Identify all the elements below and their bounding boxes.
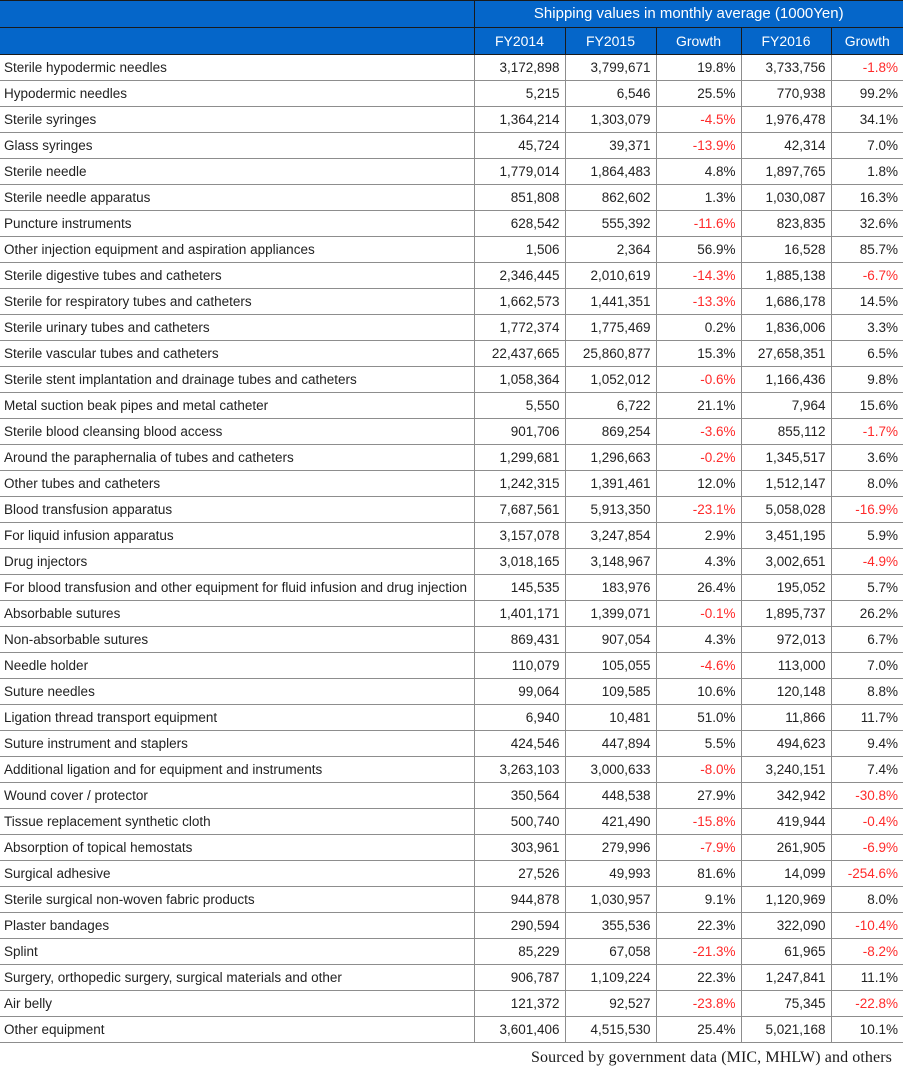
- cell-growth-2: 5.9%: [831, 523, 903, 549]
- cell-growth-2: -1.7%: [831, 419, 903, 445]
- cell-category-label: Suture instrument and staplers: [0, 731, 474, 757]
- cell-growth-1: 19.8%: [656, 55, 741, 81]
- cell-fy2016: 113,000: [741, 653, 831, 679]
- cell-fy2014: 145,535: [474, 575, 565, 601]
- table-row[interactable]: [0, 731, 903, 757]
- table-row[interactable]: [0, 367, 903, 393]
- cell-fy2014: 2,346,445: [474, 263, 565, 289]
- cell-category-label: Blood transfusion apparatus: [0, 497, 474, 523]
- cell-fy2016: 972,013: [741, 627, 831, 653]
- table-row[interactable]: [0, 211, 903, 237]
- cell-fy2015: 39,371: [565, 133, 656, 159]
- cell-growth-1: -0.2%: [656, 445, 741, 471]
- cell-growth-1: -11.6%: [656, 211, 741, 237]
- table-header: [0, 1, 903, 55]
- cell-growth-1: 5.5%: [656, 731, 741, 757]
- cell-fy2016: 1,836,006: [741, 315, 831, 341]
- cell-fy2016: 1,686,178: [741, 289, 831, 315]
- cell-growth-1: -0.6%: [656, 367, 741, 393]
- cell-category-label: Sterile stent implantation and drainage tubes and catheters: [0, 367, 474, 393]
- header-col-growth-1[interactable]: Growth: [656, 28, 741, 55]
- cell-category-label: Puncture instruments: [0, 211, 474, 237]
- cell-growth-2: 16.3%: [831, 185, 903, 211]
- cell-fy2016: 75,345: [741, 991, 831, 1017]
- cell-fy2014: 1,364,214: [474, 107, 565, 133]
- cell-category-label: Sterile urinary tubes and catheters: [0, 315, 474, 341]
- cell-growth-2: 3.3%: [831, 315, 903, 341]
- cell-fy2015: 1,775,469: [565, 315, 656, 341]
- cell-category-label: Metal suction beak pipes and metal catheter: [0, 393, 474, 419]
- cell-growth-1: -4.6%: [656, 653, 741, 679]
- cell-fy2014: 27,526: [474, 861, 565, 887]
- cell-fy2015: 6,722: [565, 393, 656, 419]
- cell-fy2016: 3,002,651: [741, 549, 831, 575]
- table-row[interactable]: [0, 809, 903, 835]
- cell-growth-2: 5.7%: [831, 575, 903, 601]
- cell-fy2015: 355,536: [565, 913, 656, 939]
- cell-growth-1: -3.6%: [656, 419, 741, 445]
- cell-fy2016: 42,314: [741, 133, 831, 159]
- header-group-title: Shipping values in monthly average (1000Yen): [474, 1, 903, 28]
- cell-fy2015: 3,247,854: [565, 523, 656, 549]
- cell-category-label: Sterile vascular tubes and catheters: [0, 341, 474, 367]
- table-row[interactable]: [0, 783, 903, 809]
- cell-fy2014: 303,961: [474, 835, 565, 861]
- cell-growth-1: -13.9%: [656, 133, 741, 159]
- cell-fy2014: 1,058,364: [474, 367, 565, 393]
- cell-category-label: Suture needles: [0, 679, 474, 705]
- table-row[interactable]: [0, 133, 903, 159]
- cell-fy2015: 1,303,079: [565, 107, 656, 133]
- cell-growth-1: 1.3%: [656, 185, 741, 211]
- table-row[interactable]: [0, 913, 903, 939]
- cell-growth-2: 9.4%: [831, 731, 903, 757]
- cell-fy2015: 1,052,012: [565, 367, 656, 393]
- cell-fy2016: 770,938: [741, 81, 831, 107]
- table-row[interactable]: [0, 237, 903, 263]
- cell-fy2014: 3,172,898: [474, 55, 565, 81]
- header-column-row: [0, 28, 903, 55]
- cell-category-label: Hypodermic needles: [0, 81, 474, 107]
- cell-fy2014: 3,601,406: [474, 1017, 565, 1043]
- cell-category-label: Air belly: [0, 991, 474, 1017]
- cell-growth-2: 7.0%: [831, 133, 903, 159]
- cell-fy2015: 279,996: [565, 835, 656, 861]
- cell-fy2014: 906,787: [474, 965, 565, 991]
- cell-fy2016: 27,658,351: [741, 341, 831, 367]
- cell-growth-2: 10.1%: [831, 1017, 903, 1043]
- cell-fy2015: 1,030,957: [565, 887, 656, 913]
- header-col-fy2015[interactable]: FY2015: [565, 28, 656, 55]
- cell-fy2015: 6,546: [565, 81, 656, 107]
- cell-fy2016: 14,099: [741, 861, 831, 887]
- cell-category-label: Sterile blood cleansing blood access: [0, 419, 474, 445]
- cell-fy2015: 109,585: [565, 679, 656, 705]
- table-row[interactable]: [0, 159, 903, 185]
- cell-fy2014: 1,662,573: [474, 289, 565, 315]
- cell-category-label: Absorbable sutures: [0, 601, 474, 627]
- cell-fy2014: 45,724: [474, 133, 565, 159]
- cell-fy2015: 421,490: [565, 809, 656, 835]
- cell-category-label: Tissue replacement synthetic cloth: [0, 809, 474, 835]
- cell-fy2016: 7,964: [741, 393, 831, 419]
- cell-fy2016: 5,058,028: [741, 497, 831, 523]
- header-corner-blank: [0, 1, 474, 28]
- cell-fy2015: 1,296,663: [565, 445, 656, 471]
- cell-category-label: Sterile for respiratory tubes and catheters: [0, 289, 474, 315]
- cell-fy2015: 3,799,671: [565, 55, 656, 81]
- cell-growth-2: 34.1%: [831, 107, 903, 133]
- cell-fy2016: 11,866: [741, 705, 831, 731]
- cell-category-label: Surgery, orthopedic surgery, surgical materials and other: [0, 965, 474, 991]
- table-row[interactable]: [0, 627, 903, 653]
- cell-fy2016: 322,090: [741, 913, 831, 939]
- cell-fy2014: 1,506: [474, 237, 565, 263]
- cell-category-label: Sterile hypodermic needles: [0, 55, 474, 81]
- cell-fy2016: 494,623: [741, 731, 831, 757]
- table-row[interactable]: [0, 81, 903, 107]
- cell-growth-2: 1.8%: [831, 159, 903, 185]
- cell-fy2014: 3,263,103: [474, 757, 565, 783]
- cell-fy2016: 261,905: [741, 835, 831, 861]
- cell-growth-1: 4.8%: [656, 159, 741, 185]
- cell-growth-1: 15.3%: [656, 341, 741, 367]
- table-row[interactable]: [0, 1017, 903, 1043]
- cell-category-label: For liquid infusion apparatus: [0, 523, 474, 549]
- cell-growth-1: 25.5%: [656, 81, 741, 107]
- cell-growth-2: 7.0%: [831, 653, 903, 679]
- cell-category-label: Wound cover / protector: [0, 783, 474, 809]
- cell-fy2014: 3,157,078: [474, 523, 565, 549]
- table-row[interactable]: [0, 965, 903, 991]
- cell-growth-2: 85.7%: [831, 237, 903, 263]
- header-group-row: [0, 1, 903, 28]
- cell-fy2014: 7,687,561: [474, 497, 565, 523]
- table-row[interactable]: [0, 549, 903, 575]
- cell-fy2015: 555,392: [565, 211, 656, 237]
- cell-fy2014: 350,564: [474, 783, 565, 809]
- cell-fy2014: 5,215: [474, 81, 565, 107]
- cell-fy2016: 1,512,147: [741, 471, 831, 497]
- cell-category-label: Absorption of topical hemostats: [0, 835, 474, 861]
- cell-growth-1: 81.6%: [656, 861, 741, 887]
- header-col-fy2014[interactable]: FY2014: [474, 28, 565, 55]
- cell-fy2015: 862,602: [565, 185, 656, 211]
- cell-growth-1: -21.3%: [656, 939, 741, 965]
- table-row[interactable]: [0, 263, 903, 289]
- cell-fy2016: 3,733,756: [741, 55, 831, 81]
- cell-growth-1: 51.0%: [656, 705, 741, 731]
- cell-fy2015: 869,254: [565, 419, 656, 445]
- cell-growth-2: -30.8%: [831, 783, 903, 809]
- cell-fy2015: 25,860,877: [565, 341, 656, 367]
- cell-growth-1: 27.9%: [656, 783, 741, 809]
- table-row[interactable]: [0, 107, 903, 133]
- cell-category-label: Glass syringes: [0, 133, 474, 159]
- table-row[interactable]: [0, 991, 903, 1017]
- cell-growth-2: 9.8%: [831, 367, 903, 393]
- cell-growth-2: 8.0%: [831, 887, 903, 913]
- cell-growth-1: -23.1%: [656, 497, 741, 523]
- table-row[interactable]: [0, 419, 903, 445]
- cell-fy2016: 3,451,195: [741, 523, 831, 549]
- cell-fy2015: 67,058: [565, 939, 656, 965]
- header-col-blank: [0, 28, 474, 55]
- cell-fy2014: 121,372: [474, 991, 565, 1017]
- cell-fy2014: 5,550: [474, 393, 565, 419]
- cell-growth-2: -254.6%: [831, 861, 903, 887]
- cell-fy2015: 2,364: [565, 237, 656, 263]
- cell-growth-2: 7.4%: [831, 757, 903, 783]
- cell-fy2015: 3,000,633: [565, 757, 656, 783]
- cell-fy2014: 3,018,165: [474, 549, 565, 575]
- cell-growth-1: -0.1%: [656, 601, 741, 627]
- cell-fy2014: 110,079: [474, 653, 565, 679]
- cell-growth-2: 14.5%: [831, 289, 903, 315]
- cell-fy2016: 1,030,087: [741, 185, 831, 211]
- cell-growth-2: -1.8%: [831, 55, 903, 81]
- cell-category-label: Ligation thread transport equipment: [0, 705, 474, 731]
- table-row[interactable]: [0, 887, 903, 913]
- cell-fy2015: 105,055: [565, 653, 656, 679]
- header-col-growth-2[interactable]: Growth: [831, 28, 903, 55]
- cell-fy2016: 61,965: [741, 939, 831, 965]
- table-row[interactable]: [0, 471, 903, 497]
- cell-growth-2: 8.8%: [831, 679, 903, 705]
- table-row[interactable]: [0, 757, 903, 783]
- table-row[interactable]: [0, 601, 903, 627]
- cell-category-label: Drug injectors: [0, 549, 474, 575]
- cell-fy2014: 6,940: [474, 705, 565, 731]
- table-row[interactable]: [0, 393, 903, 419]
- cell-fy2016: 5,021,168: [741, 1017, 831, 1043]
- table-row[interactable]: [0, 289, 903, 315]
- cell-growth-2: 3.6%: [831, 445, 903, 471]
- table-row[interactable]: [0, 679, 903, 705]
- cell-fy2016: 1,166,436: [741, 367, 831, 393]
- cell-fy2014: 1,772,374: [474, 315, 565, 341]
- cell-growth-1: 22.3%: [656, 913, 741, 939]
- cell-fy2014: 869,431: [474, 627, 565, 653]
- cell-fy2014: 1,401,171: [474, 601, 565, 627]
- cell-category-label: Sterile needle: [0, 159, 474, 185]
- cell-fy2015: 183,976: [565, 575, 656, 601]
- cell-growth-1: 0.2%: [656, 315, 741, 341]
- cell-growth-1: 56.9%: [656, 237, 741, 263]
- cell-growth-1: 25.4%: [656, 1017, 741, 1043]
- cell-growth-2: 32.6%: [831, 211, 903, 237]
- header-col-fy2016[interactable]: FY2016: [741, 28, 831, 55]
- cell-growth-1: 4.3%: [656, 627, 741, 653]
- cell-growth-1: 22.3%: [656, 965, 741, 991]
- table-row[interactable]: [0, 445, 903, 471]
- cell-growth-2: -10.4%: [831, 913, 903, 939]
- cell-fy2014: 22,437,665: [474, 341, 565, 367]
- cell-fy2014: 1,299,681: [474, 445, 565, 471]
- cell-category-label: Sterile syringes: [0, 107, 474, 133]
- cell-fy2016: 1,885,138: [741, 263, 831, 289]
- cell-fy2015: 447,894: [565, 731, 656, 757]
- cell-fy2016: 120,148: [741, 679, 831, 705]
- cell-category-label: Other injection equipment and aspiration appliances: [0, 237, 474, 263]
- cell-fy2016: 1,120,969: [741, 887, 831, 913]
- cell-category-label: Sterile digestive tubes and catheters: [0, 263, 474, 289]
- table-row[interactable]: [0, 939, 903, 965]
- cell-fy2015: 92,527: [565, 991, 656, 1017]
- cell-fy2015: 907,054: [565, 627, 656, 653]
- cell-growth-1: 4.3%: [656, 549, 741, 575]
- cell-growth-2: 11.1%: [831, 965, 903, 991]
- cell-growth-1: -4.5%: [656, 107, 741, 133]
- cell-fy2014: 944,878: [474, 887, 565, 913]
- cell-fy2016: 855,112: [741, 419, 831, 445]
- cell-growth-2: -6.7%: [831, 263, 903, 289]
- cell-category-label: Around the paraphernalia of tubes and catheters: [0, 445, 474, 471]
- cell-fy2016: 1,897,765: [741, 159, 831, 185]
- cell-growth-2: -0.4%: [831, 809, 903, 835]
- cell-fy2014: 500,740: [474, 809, 565, 835]
- cell-fy2015: 1,399,071: [565, 601, 656, 627]
- cell-fy2015: 3,148,967: [565, 549, 656, 575]
- cell-growth-1: -13.3%: [656, 289, 741, 315]
- cell-fy2016: 3,240,151: [741, 757, 831, 783]
- cell-growth-2: 6.7%: [831, 627, 903, 653]
- cell-growth-1: -15.8%: [656, 809, 741, 835]
- cell-growth-2: -16.9%: [831, 497, 903, 523]
- table-row[interactable]: [0, 523, 903, 549]
- cell-fy2016: 1,345,517: [741, 445, 831, 471]
- table-row[interactable]: [0, 185, 903, 211]
- cell-fy2015: 1,391,461: [565, 471, 656, 497]
- cell-growth-1: 21.1%: [656, 393, 741, 419]
- cell-growth-2: 15.6%: [831, 393, 903, 419]
- table-row[interactable]: [0, 55, 903, 81]
- cell-growth-2: 11.7%: [831, 705, 903, 731]
- cell-fy2015: 448,538: [565, 783, 656, 809]
- cell-category-label: Needle holder: [0, 653, 474, 679]
- cell-fy2015: 49,993: [565, 861, 656, 887]
- cell-growth-1: 26.4%: [656, 575, 741, 601]
- cell-fy2016: 1,895,737: [741, 601, 831, 627]
- cell-growth-1: -14.3%: [656, 263, 741, 289]
- cell-growth-2: 99.2%: [831, 81, 903, 107]
- cell-fy2014: 424,546: [474, 731, 565, 757]
- source-note: Sourced by government data (MIC, MHLW) and others: [531, 1049, 892, 1066]
- cell-fy2015: 1,109,224: [565, 965, 656, 991]
- table-row[interactable]: [0, 861, 903, 887]
- cell-growth-2: 8.0%: [831, 471, 903, 497]
- cell-growth-2: 6.5%: [831, 341, 903, 367]
- cell-growth-1: 10.6%: [656, 679, 741, 705]
- cell-growth-1: -7.9%: [656, 835, 741, 861]
- cell-fy2015: 4,515,530: [565, 1017, 656, 1043]
- cell-growth-2: 26.2%: [831, 601, 903, 627]
- cell-growth-1: 12.0%: [656, 471, 741, 497]
- cell-fy2016: 342,942: [741, 783, 831, 809]
- cell-category-label: Additional ligation and for equipment and instruments: [0, 757, 474, 783]
- table-row[interactable]: [0, 497, 903, 523]
- cell-fy2014: 1,779,014: [474, 159, 565, 185]
- cell-fy2014: 851,808: [474, 185, 565, 211]
- cell-growth-1: -23.8%: [656, 991, 741, 1017]
- cell-category-label: Splint: [0, 939, 474, 965]
- cell-fy2014: 99,064: [474, 679, 565, 705]
- table-row[interactable]: [0, 705, 903, 731]
- cell-fy2014: 901,706: [474, 419, 565, 445]
- cell-fy2016: 1,247,841: [741, 965, 831, 991]
- table-body: [0, 55, 903, 1043]
- cell-growth-1: 2.9%: [656, 523, 741, 549]
- table-row[interactable]: [0, 835, 903, 861]
- cell-fy2014: 1,242,315: [474, 471, 565, 497]
- table-row[interactable]: [0, 315, 903, 341]
- cell-fy2014: 85,229: [474, 939, 565, 965]
- cell-fy2016: 1,976,478: [741, 107, 831, 133]
- cell-fy2015: 10,481: [565, 705, 656, 731]
- cell-growth-1: -8.0%: [656, 757, 741, 783]
- cell-fy2015: 2,010,619: [565, 263, 656, 289]
- cell-growth-2: -22.8%: [831, 991, 903, 1017]
- cell-fy2016: 195,052: [741, 575, 831, 601]
- cell-fy2016: 823,835: [741, 211, 831, 237]
- table-row[interactable]: [0, 653, 903, 679]
- cell-category-label: Sterile surgical non-woven fabric products: [0, 887, 474, 913]
- cell-fy2015: 1,441,351: [565, 289, 656, 315]
- cell-fy2015: 1,864,483: [565, 159, 656, 185]
- cell-category-label: Plaster bandages: [0, 913, 474, 939]
- cell-growth-2: -6.9%: [831, 835, 903, 861]
- cell-category-label: Other tubes and catheters: [0, 471, 474, 497]
- cell-fy2015: 5,913,350: [565, 497, 656, 523]
- table-row[interactable]: [0, 341, 903, 367]
- cell-category-label: Sterile needle apparatus: [0, 185, 474, 211]
- cell-category-label: Non-absorbable sutures: [0, 627, 474, 653]
- cell-fy2014: 290,594: [474, 913, 565, 939]
- cell-fy2014: 628,542: [474, 211, 565, 237]
- cell-category-label: For blood transfusion and other equipment for fluid infusion and drug injection: [0, 575, 474, 601]
- cell-category-label: Other equipment: [0, 1017, 474, 1043]
- cell-fy2016: 16,528: [741, 237, 831, 263]
- cell-growth-1: 9.1%: [656, 887, 741, 913]
- cell-growth-2: -8.2%: [831, 939, 903, 965]
- cell-category-label: Surgical adhesive: [0, 861, 474, 887]
- table-row[interactable]: [0, 575, 903, 601]
- cell-fy2016: 419,944: [741, 809, 831, 835]
- cell-growth-2: -4.9%: [831, 549, 903, 575]
